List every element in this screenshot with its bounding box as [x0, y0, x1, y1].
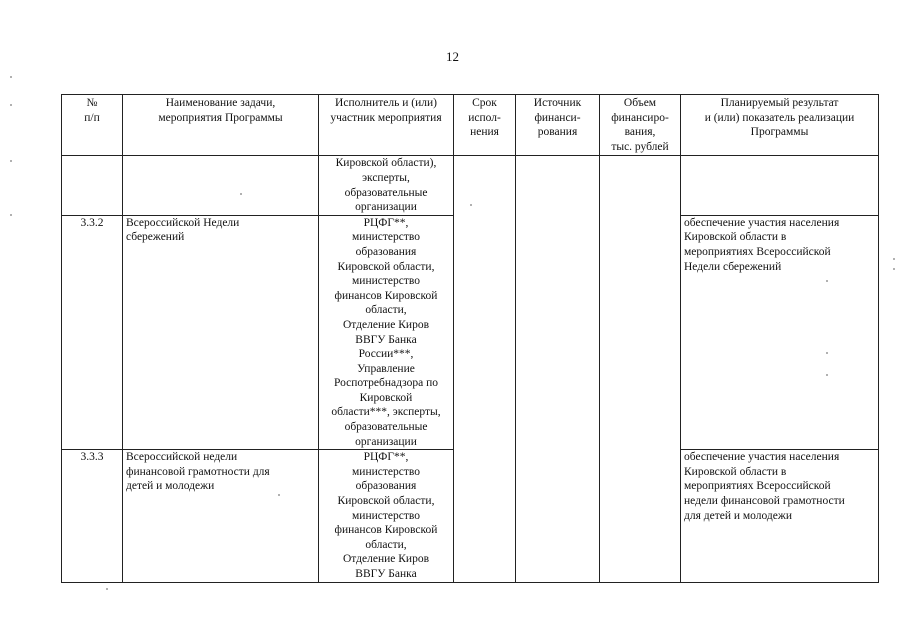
row-number: 3.3.2 [62, 215, 123, 450]
row-result: обеспечение участия населения Кировской области в мероприятиях Всероссийской Недели сбережений [681, 215, 879, 450]
column-term-cell [454, 156, 516, 582]
header-task: Наименование задачи, мероприятия Программы [123, 95, 319, 156]
row-number: 3.3.3 [62, 450, 123, 582]
row-executor: РЦФГ**, министерство образования Кировской области, министерство финансов Кировской области, Отделение Киров ВВГУ Банка России***, Управление Роспотребнадзора по Кировской области***, эксперты, образовательные организации [319, 215, 454, 450]
row-task: Всероссийской Недели сбережений [123, 215, 319, 450]
table-header-row [62, 95, 879, 156]
table-row [62, 156, 879, 215]
scan-speck [278, 494, 280, 496]
row-number [62, 156, 123, 215]
row-result: обеспечение участия населения Кировской области в мероприятиях Всероссийской недели финансовой грамотности для детей и молодежи [681, 450, 879, 582]
scan-speck [470, 204, 472, 206]
row-task: Всероссийской недели финансовой грамотности для детей и молодежи [123, 450, 319, 582]
scan-speck [826, 352, 828, 354]
header-result: Планируемый результат и (или) показатель реализации Программы [681, 95, 879, 156]
scan-speck [893, 268, 895, 270]
scan-speck [826, 280, 828, 282]
row-task [123, 156, 319, 215]
scan-speck [826, 374, 828, 376]
header-term: Срок испол- нения [454, 95, 516, 156]
header-number: № п/п [62, 95, 123, 156]
scan-speck [106, 588, 108, 590]
scan-speck [10, 76, 12, 78]
scan-speck [240, 193, 242, 195]
header-volume: Объем финансиро- вания, тыс. рублей [600, 95, 681, 156]
column-volume-cell [600, 156, 681, 582]
row-result [681, 156, 879, 215]
page-number: 12 [446, 49, 459, 64]
row-executor: РЦФГ**, министерство образования Кировской области, министерство финансов Кировской области, Отделение Киров ВВГУ Банка [319, 450, 454, 582]
header-executor: Исполнитель и (или) участник мероприятия [319, 95, 454, 156]
scan-speck [10, 214, 12, 216]
scan-speck [10, 104, 12, 106]
header-source: Источник финанси- рования [516, 95, 600, 156]
column-source-cell [516, 156, 600, 582]
row-executor: Кировской области), эксперты, образовательные организации [319, 156, 454, 215]
scan-speck [10, 160, 12, 162]
program-table [61, 94, 879, 583]
scan-speck [893, 258, 895, 260]
